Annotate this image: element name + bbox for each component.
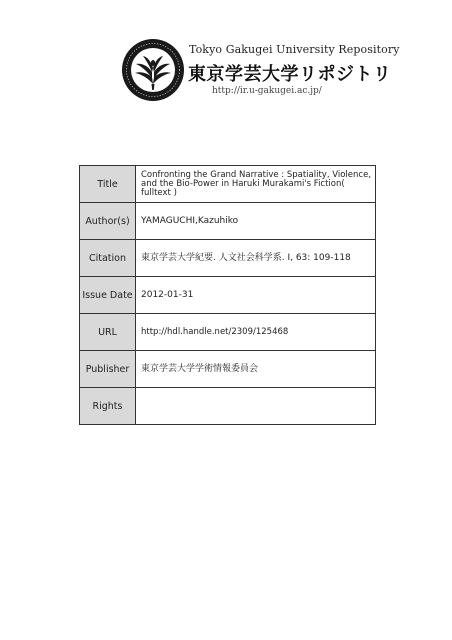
field-value-rights <box>136 388 376 425</box>
field-label-rights: Rights <box>80 388 136 425</box>
table-row-url <box>80 314 376 351</box>
field-label-issue-date: Issue Date <box>80 277 136 314</box>
table-row-issue-date <box>80 277 376 314</box>
table-row-title <box>80 166 376 203</box>
field-value-url[interactable]: http://hdl.handle.net/2309/125468 <box>136 314 376 351</box>
table-row-authors <box>80 203 376 240</box>
field-value-title: Confronting the Grand Narrative : Spatiality, Violence, and the Bio-Power in Haruki Murakami's Fiction( fulltext ) <box>136 166 376 203</box>
field-value-issue-date: 2012-01-31 <box>136 277 376 314</box>
field-value-citation: 東京学芸大学紀要. 人文社会科学系. I, 63: 109-118 <box>136 240 376 277</box>
field-value-publisher: 東京学芸大学学術情報委員会 <box>136 351 376 388</box>
table-row-citation <box>80 240 376 277</box>
university-emblem-icon <box>121 38 185 102</box>
field-label-publisher: Publisher <box>80 351 136 388</box>
table-row-rights <box>80 388 376 425</box>
repository-name-ja: 東京学芸大学リポジトリ <box>188 64 392 85</box>
repository-header <box>0 0 452 110</box>
repository-url[interactable]: http://ir.u-gakugei.ac.jp/ <box>212 86 322 96</box>
field-label-authors: Author(s) <box>80 203 136 240</box>
field-value-authors: YAMAGUCHI,Kazuhiko <box>136 203 376 240</box>
table-row-publisher <box>80 351 376 388</box>
field-label-url: URL <box>80 314 136 351</box>
field-label-citation: Citation <box>80 240 136 277</box>
field-label-title: Title <box>80 166 136 203</box>
repository-name-en: Tokyo Gakugei University Repository <box>189 43 400 56</box>
metadata-table <box>79 165 376 425</box>
